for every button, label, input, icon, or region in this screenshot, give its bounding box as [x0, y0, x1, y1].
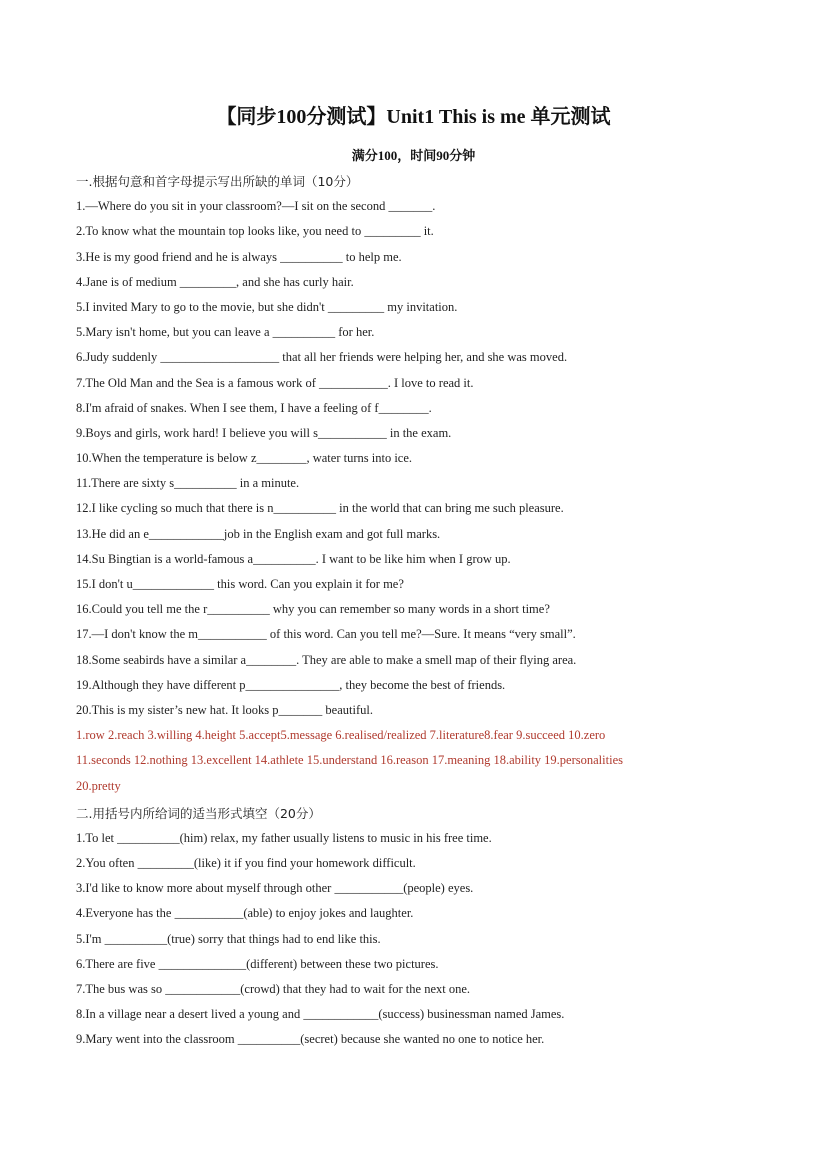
question-line: 3.He is my good friend and he is always __________ to help me.	[76, 249, 402, 264]
question-line: 7.The bus was so ____________(crowd) that they had to wait for the next one.	[76, 982, 471, 996]
question-line: 9.Boys and girls, work hard! I believe you will s___________ in the exam.	[76, 425, 452, 440]
section-heading: 一.根据句意和首字母提示写出所缺的单词（10分）	[76, 174, 359, 189]
question-line: 5.Mary isn't home, but you can leave a __________ for her.	[76, 325, 375, 340]
question-line: 17.—I don't know the m___________ of this word. Can you tell me?—Sure. It means “very small”.	[76, 627, 576, 642]
question-line: 12.I like cycling so much that there is n__________ in the world that can bring me such pleasure.	[76, 501, 564, 516]
answer-key-line: 20.pretty	[76, 778, 121, 793]
question-line: 3.I'd like to know more about myself through other ___________(people) eyes.	[76, 881, 474, 896]
section-heading: 二.用括号内所给词的适当形式填空（20分）	[76, 805, 321, 821]
question-line: 13.He did an e____________job in the English exam and got full marks.	[76, 526, 441, 541]
question-line: 16.Could you tell me the r__________ why you can remember so many words in a short time?	[76, 602, 550, 617]
question-line: 4.Everyone has the ___________(able) to enjoy jokes and laughter.	[76, 906, 414, 921]
question-line: 2.To know what the mountain top looks like, you need to _________ it.	[76, 224, 434, 239]
question-line: 14.Su Bingtian is a world-famous a__________. I want to be like him when I grow up.	[76, 551, 511, 566]
page-title: 【同步100分测试】Unit1 This is me 单元测试	[216, 106, 611, 128]
answer-key-line: 1.row 2.reach 3.willing 4.height 5.accept5.message 6.realised/realized 7.literature8.fear 9.succeed 10.zero	[76, 728, 606, 743]
question-line: 5.I invited Mary to go to the movie, but she didn't _________ my invitation.	[76, 299, 458, 314]
question-line: 10.When the temperature is below z________, water turns into ice.	[76, 451, 413, 466]
answer-key-line: 11.seconds 12.nothing 13.excellent 14.athlete 15.understand 16.reason 17.meaning 18.ability 19.personalities	[76, 753, 623, 768]
question-line: 20.This is my sister’s new hat. It looks p_______ beautiful.	[76, 702, 373, 717]
question-line: 6.Judy suddenly ___________________ that all her friends were helping her, and she was moved.	[76, 350, 568, 365]
page-subtitle: 满分100，时间90分钟	[351, 148, 476, 163]
question-line: 19.Although they have different p_______________, they become the best of friends.	[76, 677, 506, 692]
question-line: 7.The Old Man and the Sea is a famous work of ___________. I love to read it.	[76, 375, 474, 390]
question-line: 6.There are five ______________(different) between these two pictures.	[76, 956, 439, 971]
question-line: 18.Some seabirds have a similar a________. They are able to make a smell map of their flying area.	[76, 652, 577, 667]
question-line: 8.In a village near a desert lived a young and ____________(success) businessman named James.	[76, 1007, 565, 1022]
question-line: 1.—Where do you sit in your classroom?—I sit on the second _______.	[76, 199, 436, 214]
worksheet-body	[76, 169, 776, 1053]
question-line: 8.I'm afraid of snakes. When I see them, I have a feeling of f________.	[76, 400, 432, 415]
question-line: 4.Jane is of medium _________, and she has curly hair.	[76, 274, 354, 289]
question-line: 9.Mary went into the classroom __________(secret) because she wanted no one to notice her.	[76, 1032, 545, 1047]
question-line: 1.To let __________(him) relax, my father usually listens to music in his free time.	[76, 830, 492, 845]
question-line: 5.I'm __________(true) sorry that things had to end like this.	[76, 931, 381, 946]
question-line: 15.I don't u_____________ this word. Can you explain it for me?	[76, 577, 404, 591]
question-line: 2.You often _________(like) it if you find your homework difficult.	[76, 856, 416, 871]
question-line: 11.There are sixty s__________ in a minute.	[76, 476, 300, 491]
